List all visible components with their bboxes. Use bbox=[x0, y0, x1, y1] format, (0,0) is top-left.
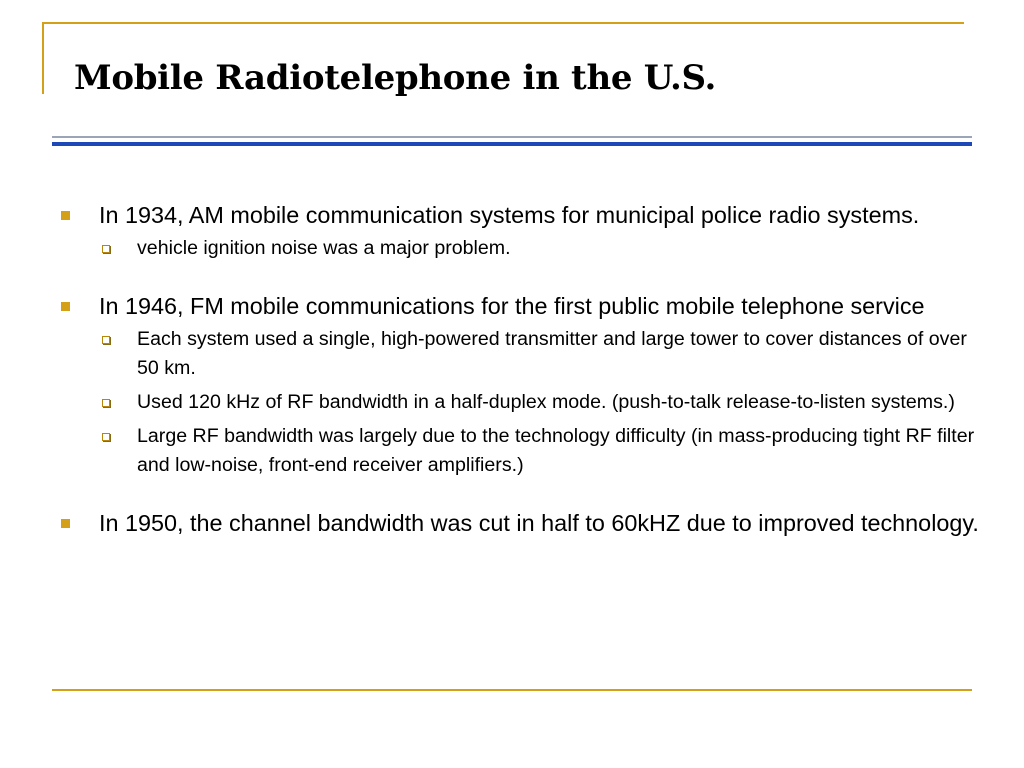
sub-bullet-item bbox=[60, 325, 1010, 383]
hollow-square-bullet-icon bbox=[102, 336, 110, 344]
square-bullet-icon bbox=[61, 211, 70, 220]
bullet-text: In 1946, FM mobile communications for the first public mobile telephone service bbox=[99, 293, 925, 319]
sub-bullet-list bbox=[60, 325, 1010, 480]
bullet-item bbox=[60, 200, 1010, 230]
frame-left-line bbox=[42, 22, 44, 94]
title-rule-thin bbox=[52, 136, 972, 138]
bullet-text: In 1950, the channel bandwidth was cut in half to 60kHZ due to improved technology. bbox=[99, 510, 979, 536]
square-bullet-icon bbox=[61, 302, 70, 311]
bottom-rule bbox=[52, 689, 972, 691]
sub-bullet-item bbox=[60, 234, 1010, 263]
bullet-text: In 1934, AM mobile communication systems for municipal police radio systems. bbox=[99, 202, 920, 228]
frame-top-line bbox=[42, 22, 964, 24]
bullet-item bbox=[60, 291, 1010, 321]
square-bullet-icon bbox=[61, 519, 70, 528]
sub-bullet-text: Used 120 kHz of RF bandwidth in a half-duplex mode. (push-to-talk release-to-listen systems.) bbox=[137, 391, 955, 413]
hollow-square-bullet-icon bbox=[102, 433, 110, 441]
slide-content bbox=[60, 200, 1010, 538]
hollow-square-bullet-icon bbox=[102, 245, 110, 253]
sub-bullet-text: Large RF bandwidth was largely due to the technology difficulty (in mass-producing tight RF filter and low-noise, front-end receiver amplifiers.) bbox=[137, 425, 975, 476]
title-rule-thick bbox=[52, 142, 972, 146]
sub-bullet-item bbox=[60, 422, 1010, 480]
sub-bullet-text: Each system used a single, high-powered transmitter and large tower to cover distances of over 50 km. bbox=[137, 328, 967, 379]
sub-bullet-list bbox=[60, 234, 1010, 263]
sub-bullet-text: vehicle ignition noise was a major problem. bbox=[137, 237, 511, 259]
bullet-item bbox=[60, 508, 1010, 538]
sub-bullet-item bbox=[60, 388, 1010, 417]
slide-title: Mobile Radiotelephone in the U.S. bbox=[74, 58, 717, 98]
hollow-square-bullet-icon bbox=[102, 399, 110, 407]
